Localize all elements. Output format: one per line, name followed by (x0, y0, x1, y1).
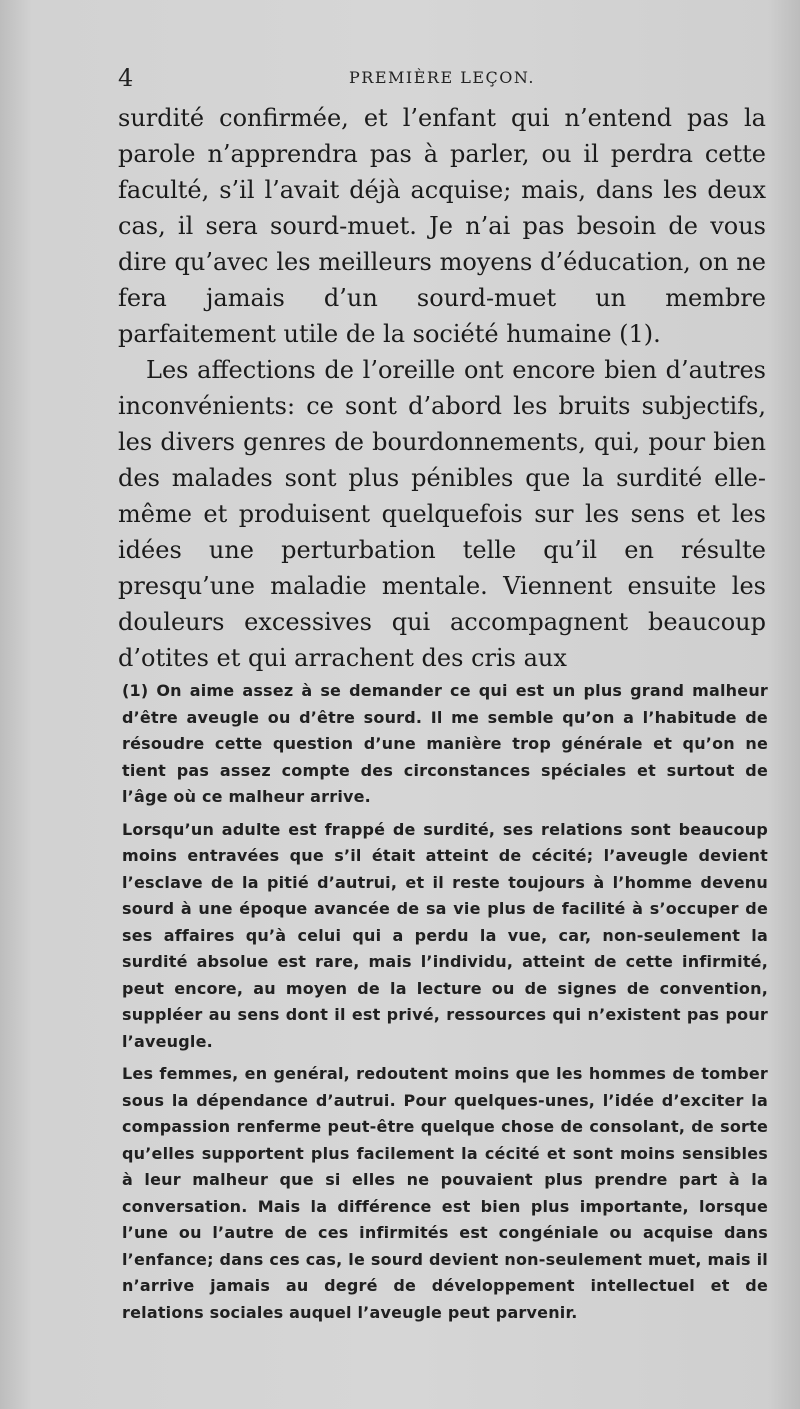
body-paragraph-1: surdité confirmée, et l’enfant qui n’entend pas la parole n’apprendra pas à parler, ou il perdra cette faculté, s’il l’avait déjà acquise; mais, dans les deux cas, il sera sourd-muet. Je n’ai pas besoin de vous dire qu’avec les meilleurs moyens d’éducation, on ne fera jamais d’un sourd-muet un membre parfaitement utile de la société humaine (1). (118, 104, 766, 348)
footnote-paragraph-3: Les femmes, en genéral, redoutent moins que les hommes de tomber sous la dépendance d’autrui. Pour quelques-unes, l’idée d’exciter la compassion renferme peut-être quelque chose de consolant, de sorte qu’elles supportent plus facilement la cécité et sont moins sensibles à leur malheur que si elles ne pouvaient plus prendre part à la conversation. Mais la différence est bien plus importante, lorsque l’une ou l’autre de ces infirmités est congéniale ou acquise dans l’enfance; dans ces cas, le sourd devient non-seulement muet, mais il n’arrive jamais au degré de développement intellectuel et de relations sociales auquel l’aveugle peut parvenir. (122, 1064, 768, 1322)
running-title: PREMIÈRE LEÇON. (349, 68, 535, 87)
footnote-block (122, 678, 768, 1332)
body-paragraph-2: Les affections de l’oreille ont encore bien d’autres inconvénients: ce sont d’abord les bruits subjectifs, les divers genres de bourdonnements, qui, pour bien des malades sont plus pénibles que la surdité elle-même et produisent quelquefois sur les sens et les idées une perturbation telle qu’il en résulte presqu’une maladie mentale. Viennent ensuite les douleurs excessives qui accompagnent beaucoup d’otites et qui arrachent des cris aux (118, 356, 766, 672)
page-header (118, 64, 766, 94)
main-text (118, 100, 766, 676)
page-number: 4 (118, 64, 134, 92)
footnote-paragraph-1: (1) On aime assez à se demander ce qui est un plus grand malheur d’être aveugle ou d’être sourd. Il me semble qu’on a l’habitude de résoudre cette question d’une manière trop générale et qu’on ne tient pas assez compte des circonstances spéciales et surtout de l’âge où ce malheur arrive. (122, 681, 768, 806)
footnote-paragraph-2: Lorsqu’un adulte est frappé de surdité, ses relations sont beaucoup moins entravées que s’il était atteint de cécité; l’aveugle devient l’esclave de la pitié d’autrui, et il reste toujours à l’homme devenu sourd à une époque avancée de sa vie plus de facilité à s’occuper de ses affaires qu’à celui qui a perdu la vue, car, non-seulement la surdité absolue est rare, mais l’individu, atteint de cette infirmité, peut encore, au moyen de la lecture ou de signes de convention, suppléer au sens dont il est privé, ressources qui n’existent pas pour l’aveugle. (122, 819, 768, 1051)
